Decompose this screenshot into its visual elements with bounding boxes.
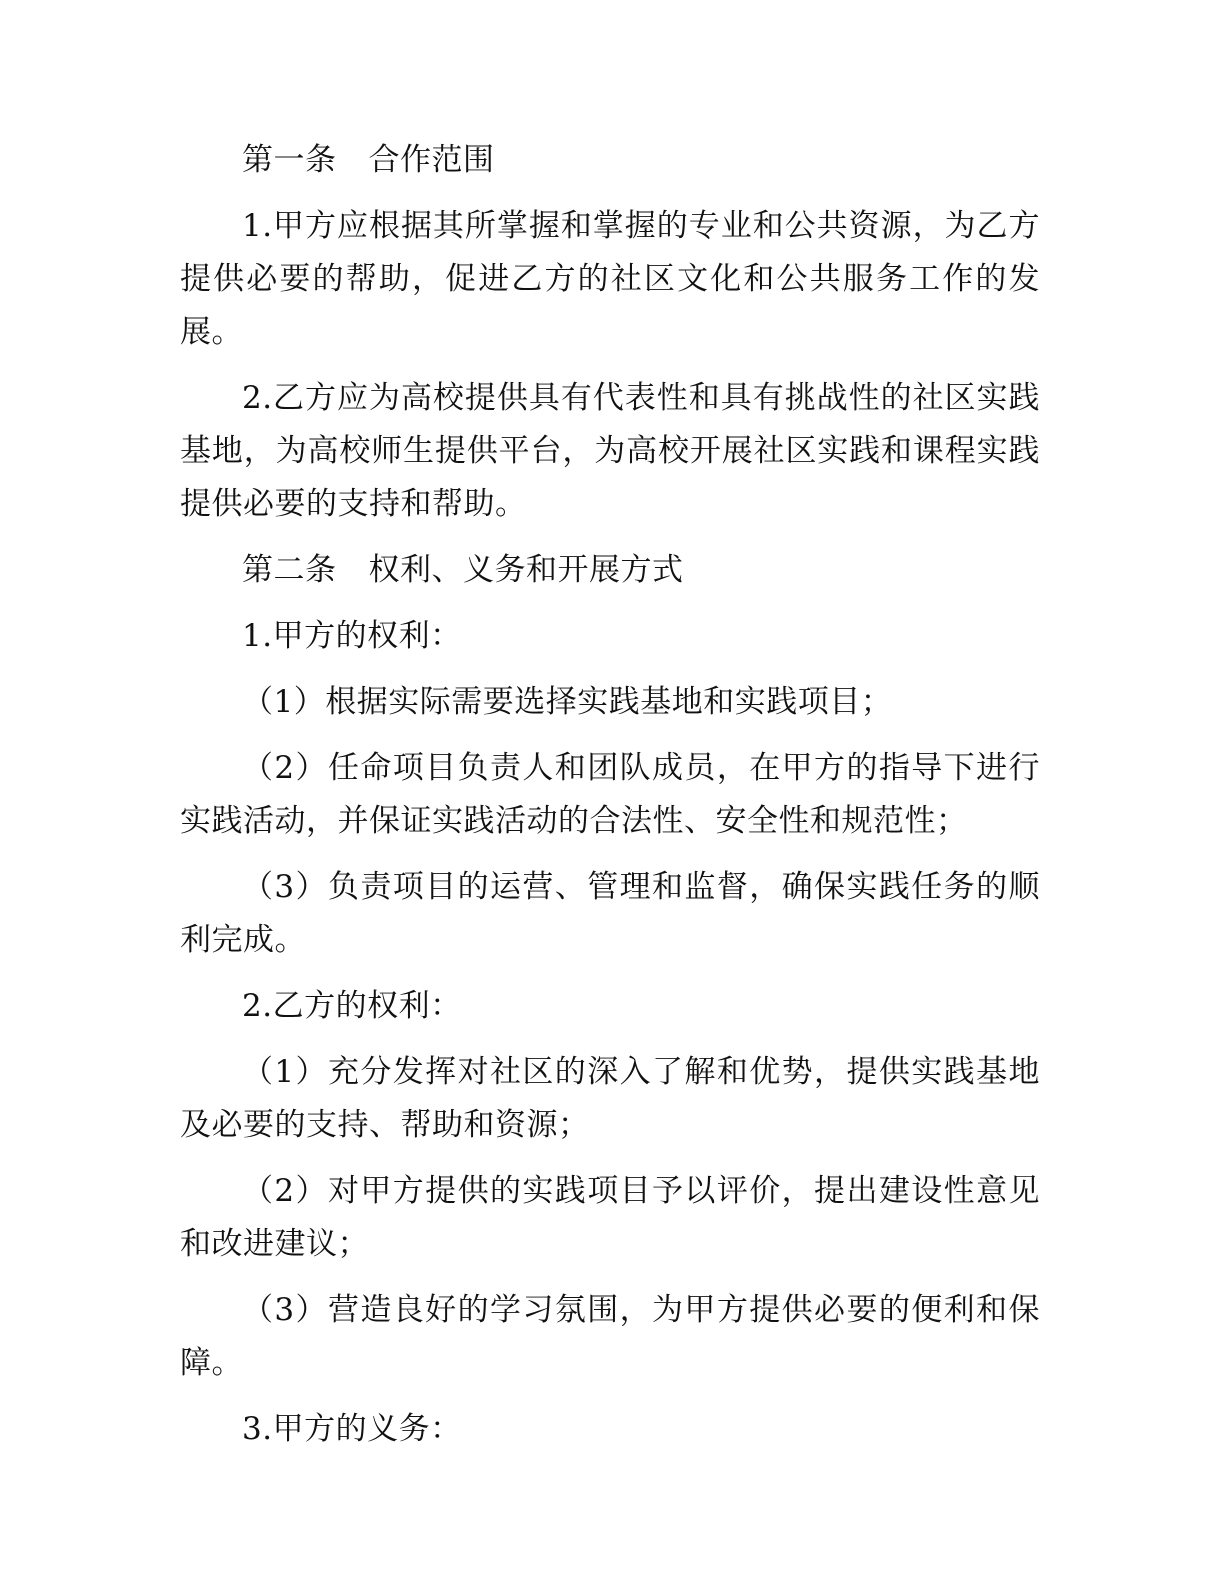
party-a-rights-heading: 1.甲方的权利： bbox=[242, 618, 462, 654]
article-1-heading bbox=[180, 134, 1040, 187]
article-2-title: 权利、义务和开展方式 bbox=[368, 552, 684, 588]
party-a-right-3: （3）负责项目的运营、管理和监督，确保实践任务的顺利完成。 bbox=[180, 869, 1040, 958]
article-1-para-1: 1.甲方应根据其所掌握和掌握的专业和公共资源，为乙方提供必要的帮助，促进乙方的社区文化和公共服务工作的发展。 bbox=[180, 208, 1040, 350]
article-2-number: 第二条 bbox=[242, 552, 337, 588]
party-b-right-2: （2）对甲方提供的实践项目予以评价，提出建设性意见和改进建议； bbox=[180, 1173, 1040, 1262]
party-a-right-1: （1）根据实际需要选择实践基地和实践项目； bbox=[242, 684, 893, 720]
party-a-right-2: （2）任命项目负责人和团队成员，在甲方的指导下进行实践活动，并保证实践活动的合法性、安全性和规范性； bbox=[180, 750, 1040, 839]
party-a-duties-heading: 3.甲方的义务： bbox=[242, 1411, 462, 1447]
article-1-para-2: 2.乙方应为高校提供具有代表性和具有挑战性的社区实践基地，为高校师生提供平台，为高校开展社区实践和课程实践提供必要的支持和帮助。 bbox=[180, 380, 1040, 522]
party-b-right-3: （3）营造良好的学习氛围，为甲方提供必要的便利和保障。 bbox=[180, 1292, 1040, 1381]
document-page bbox=[180, 134, 1040, 1469]
party-b-rights-heading: 2.乙方的权利： bbox=[242, 988, 462, 1024]
party-b-right-1: （1）充分发挥对社区的深入了解和优势，提供实践基地及必要的支持、帮助和资源； bbox=[180, 1054, 1040, 1143]
article-1-number: 第一条 bbox=[242, 142, 337, 178]
article-2-heading bbox=[180, 544, 1040, 597]
article-1-title: 合作范围 bbox=[368, 142, 495, 178]
